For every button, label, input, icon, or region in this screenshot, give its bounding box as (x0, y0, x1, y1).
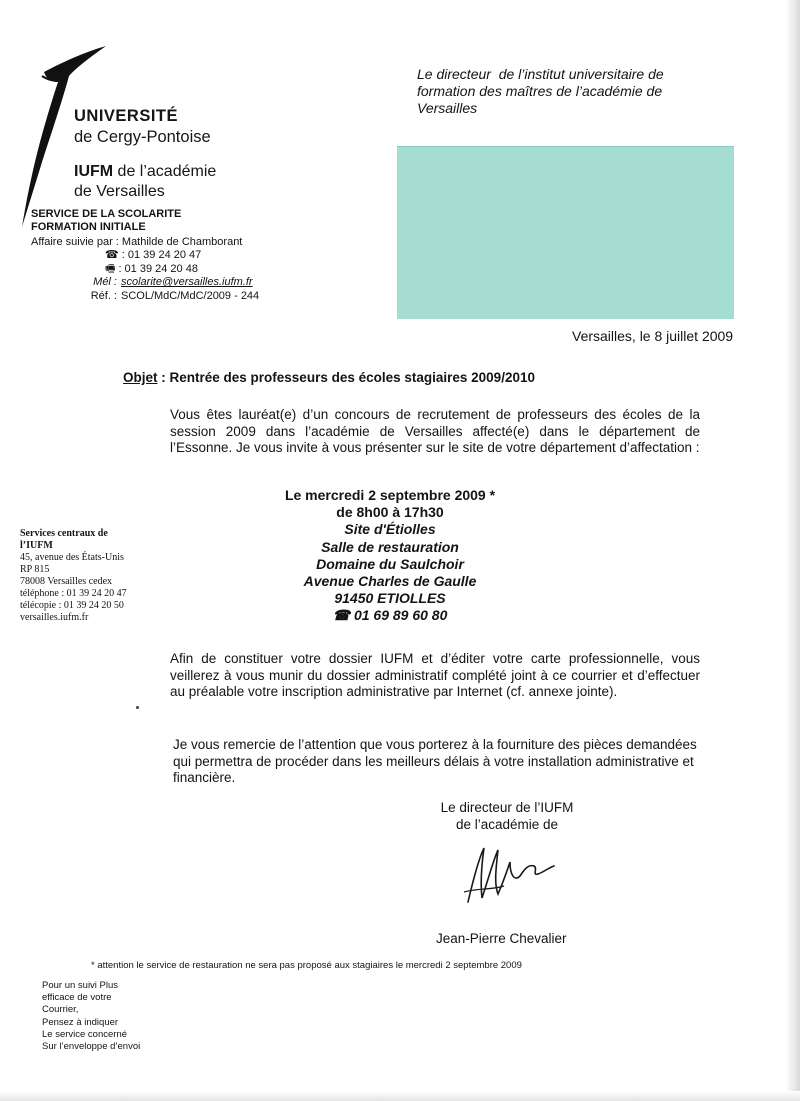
service-header (31, 208, 181, 233)
services-title1: Services centraux de (20, 528, 108, 539)
mel-label: Mél : (93, 276, 117, 289)
meeting-phone: 01 69 89 60 80 (350, 607, 448, 624)
page-bottom-edge-shadow (0, 1091, 800, 1101)
services-addr1: 45, avenue des États-Unis (20, 552, 124, 563)
routing-note-line: Sur l’enveloppe d’envoi (42, 1041, 141, 1053)
subject-text: : Rentrée des professeurs des écoles stagiaires 2009/2010 (157, 370, 535, 385)
service-line1: SERVICE DE LA SCOLARITE (31, 208, 182, 220)
routing-note-line: efficace de votre (42, 992, 112, 1004)
services-title2: l’IUFM (20, 540, 53, 551)
signatory-title1: Le directeur de l’IUFM (440, 800, 574, 815)
meeting-date: Le mercredi 2 septembre 2009 * (284, 487, 496, 503)
routing-note-line: Pensez à indiquer (42, 1016, 119, 1028)
ref-label: Réf. : (90, 289, 117, 302)
subject-label: Objet (123, 370, 158, 385)
meeting-city: 91450 ETIOLLES (334, 590, 446, 607)
services-web: versailles.iufm.fr (20, 612, 89, 623)
routing-note-line: Pour un suivi Plus (42, 980, 119, 991)
phone-icon: ☎ (332, 607, 351, 624)
routing-note-line: Le service concerné (42, 1028, 128, 1040)
university-name (74, 106, 211, 148)
page-right-edge-shadow (786, 0, 800, 1101)
handwritten-signature-icon (458, 840, 558, 910)
signatory-title (437, 799, 577, 833)
phone-icon: ☎ (105, 249, 119, 262)
iufm-line2: de Versailles (74, 183, 165, 200)
footnote: * attention le service de restauration ne sera pas proposé aux stagiaires le mercredi 2 septembre 2009 (91, 960, 522, 971)
subject-line (123, 370, 535, 385)
iufm-bold: IUFM (74, 163, 114, 180)
affaire-label: Affaire suivie par : (31, 236, 122, 248)
signatory-title2: de l’académie de (455, 817, 559, 832)
meeting-site: Site d'Étiolles (344, 521, 436, 538)
services-centraux (20, 528, 127, 624)
iufm-rest: de l’académie (113, 163, 217, 180)
affaire-name: Mathilde de Chamborant (121, 236, 243, 248)
services-addr2: RP 815 (20, 564, 50, 575)
routing-note (42, 980, 140, 1053)
contact-phone: : 01 39 24 20 47 (118, 249, 202, 262)
addressee: Le directeur de l’institut universitaire de formation des maîtres de l’académie de Versailles (417, 66, 668, 116)
fax-icon: 🖷 (105, 262, 116, 275)
paragraph-3: Je vous remercie de l’attention que vous porterez à la fourniture des pièces demandées qui permettra de procéder dans les meilleurs délais à votre installation administrative et financière. (173, 737, 701, 785)
meeting-details (250, 487, 530, 625)
paragraph-1: Vous êtes lauréat(e) d’un concours de recrutement de professeurs des écoles de la session 2009 dans l’académie de Versailles affecté(e) dans le département de l’Essonne. Je vous invite à vous présenter sur le site de votre département d’affectation : (170, 407, 704, 455)
university-line2: de Cergy-Pontoise (74, 128, 211, 146)
email-link[interactable]: scolarite@versailles.iufm.fr (121, 276, 253, 289)
envelope-window (397, 146, 734, 319)
service-line2: FORMATION INITIALE (31, 220, 146, 233)
services-addr3: 78008 Versailles cedex (20, 576, 113, 587)
contact-block (31, 236, 259, 303)
contact-fax: : 01 39 24 20 48 (115, 262, 198, 275)
university-line1: UNIVERSITÉ (74, 107, 179, 125)
meeting-room: Salle de restauration (321, 538, 459, 555)
meeting-domain: Domaine du Saulchoir (316, 555, 464, 572)
meeting-street: Avenue Charles de Gaulle (303, 573, 477, 590)
letter-date: Versailles, le 8 juillet 2009 (572, 328, 734, 344)
ref-value: SCOL/MdC/MdC/2009 - 244 (121, 289, 260, 302)
iufm-name (74, 162, 216, 202)
meeting-time: de 8h00 à 17h30 (336, 504, 444, 521)
services-tel: téléphone : 01 39 24 20 47 (20, 588, 127, 599)
services-fax: télécopie : 01 39 24 20 50 (20, 600, 124, 611)
speck (136, 706, 139, 709)
paragraph-2: Afin de constituer votre dossier IUFM et d’éditer votre carte professionnelle, vous veillerez à vous munir du dossier administratif complété joint à ce courrier et d’effectuer au préalable votre inscription administrative par Internet (cf. annexe jointe). (170, 651, 704, 699)
signatory-name: Jean-Pierre Chevalier (436, 931, 567, 946)
routing-note-line: Courrier, (42, 1004, 79, 1016)
